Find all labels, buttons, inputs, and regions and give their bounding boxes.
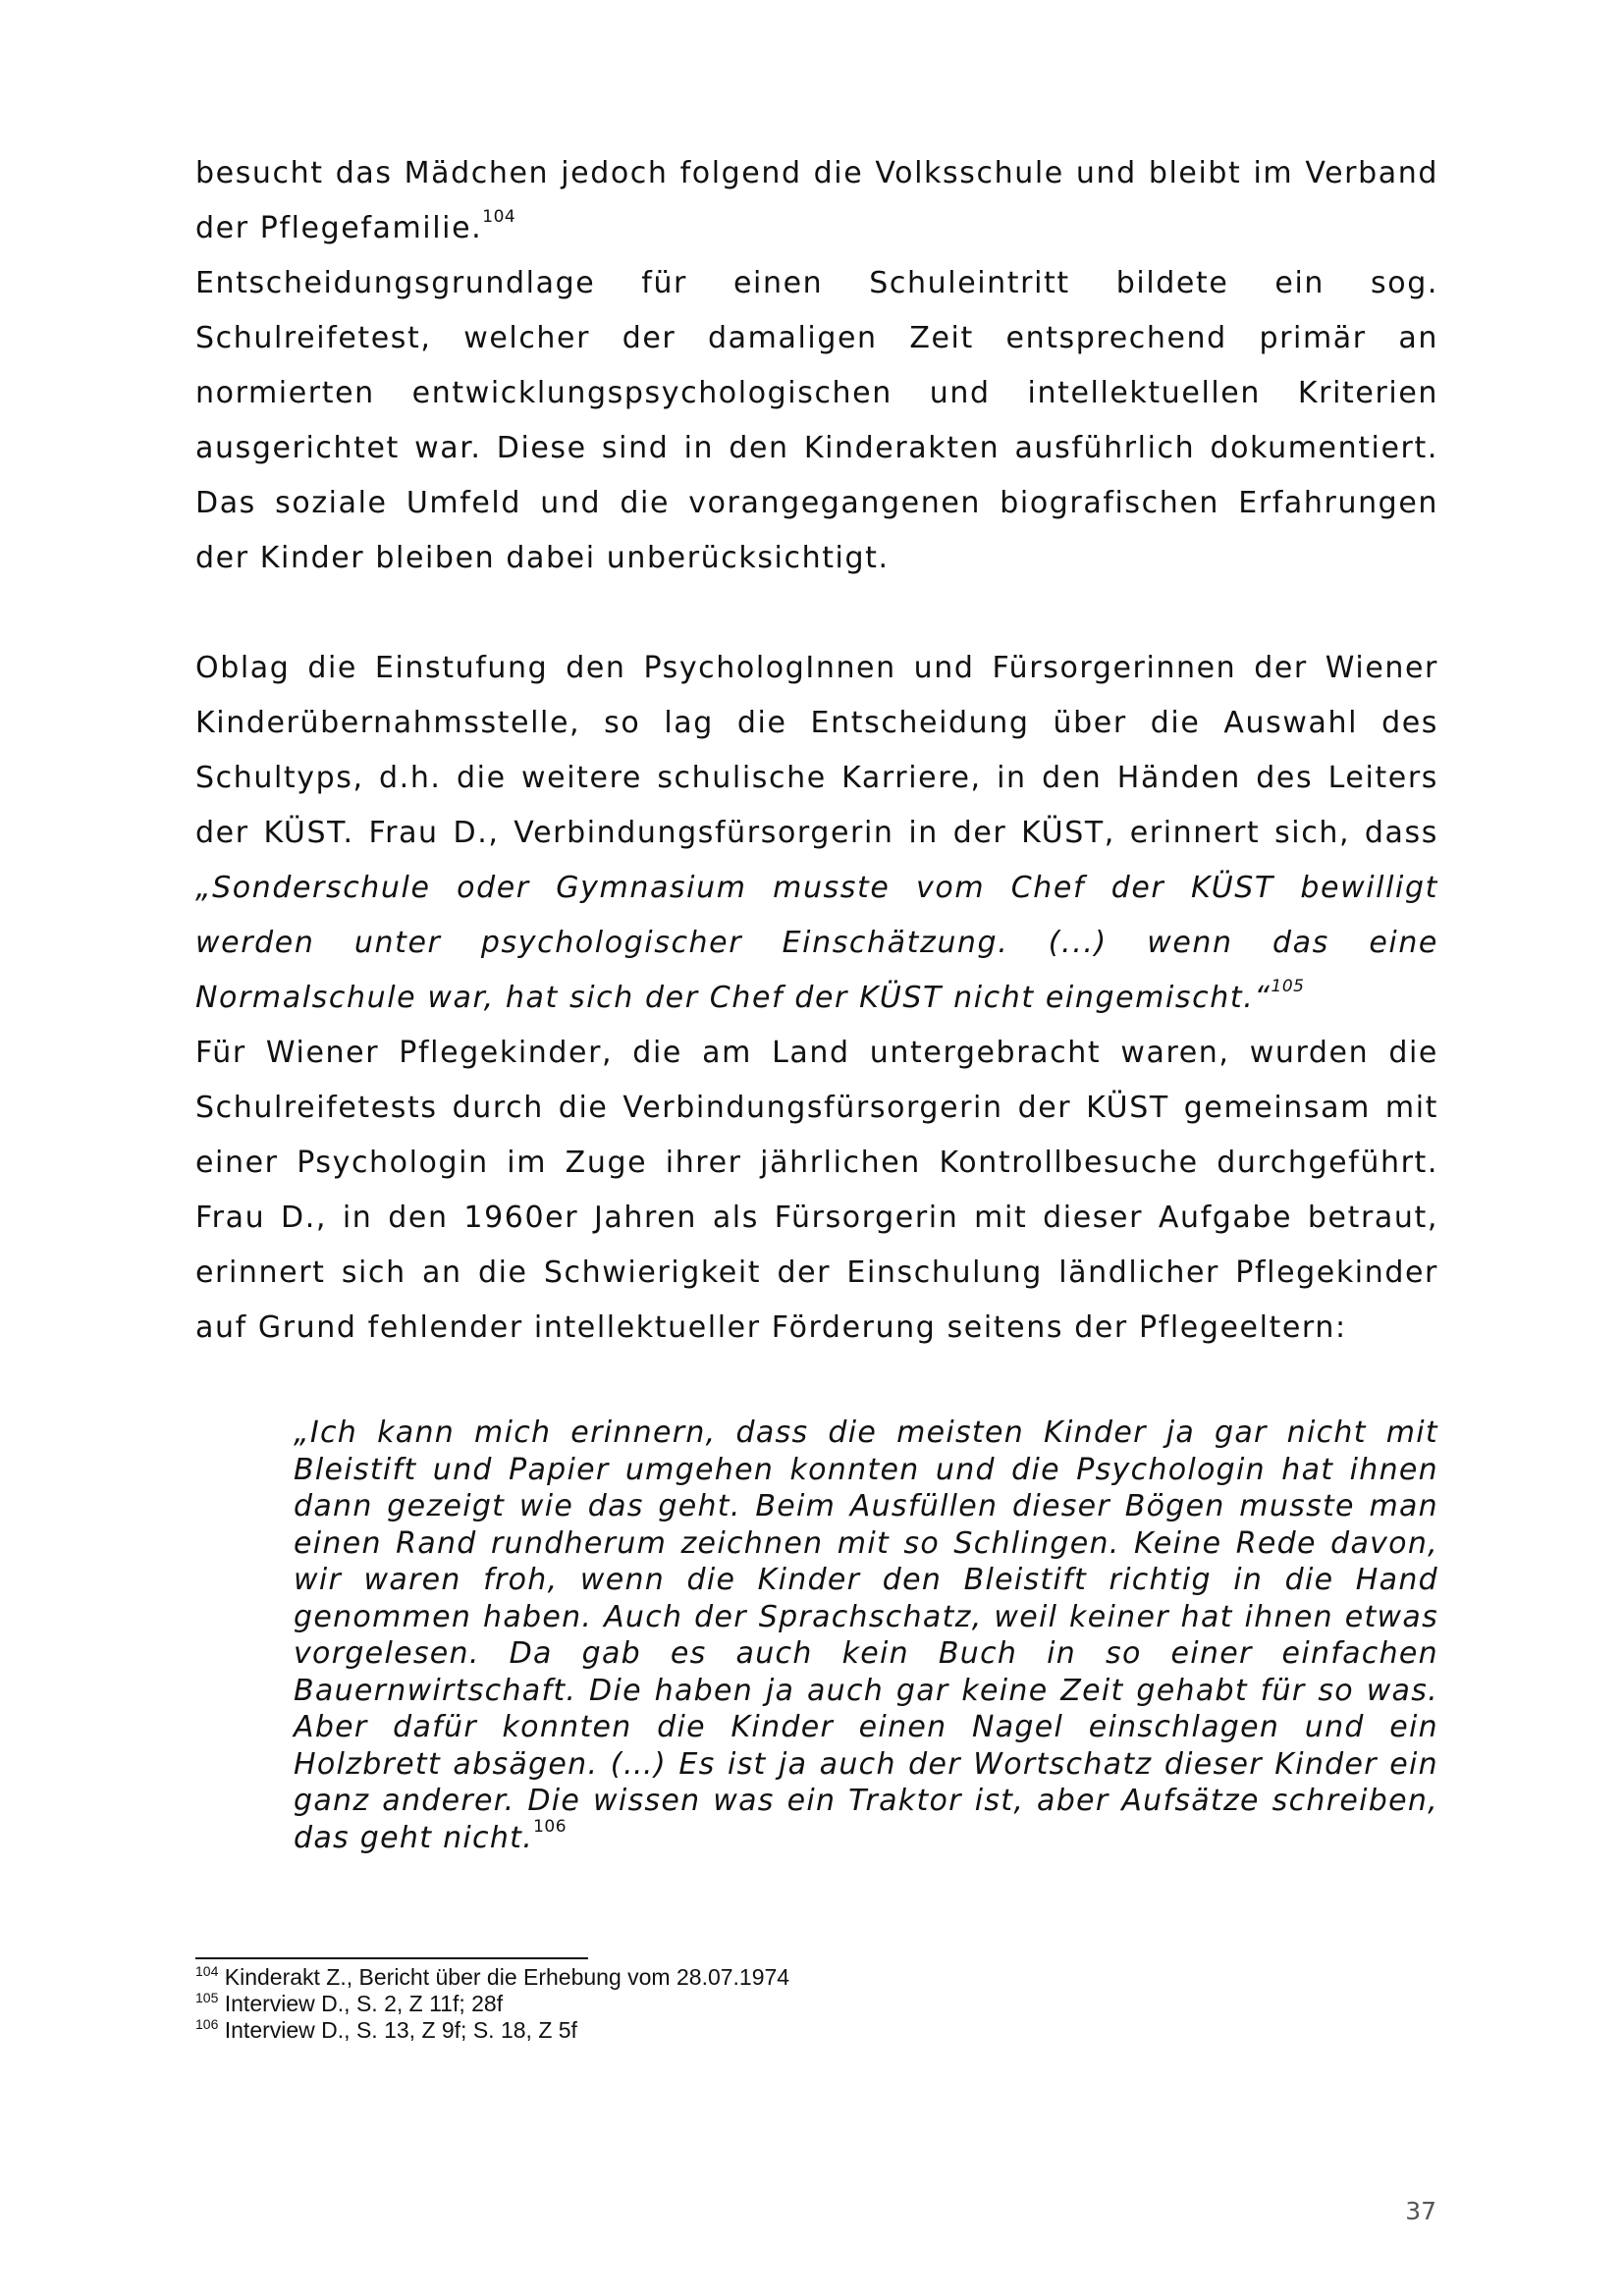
block-quote	[294, 1415, 1438, 1856]
footnotes	[195, 1964, 1374, 2044]
block-quote-text	[294, 1415, 1438, 1856]
footnote-number: 104	[195, 1963, 219, 1979]
page-number: 37	[1405, 2197, 1436, 2225]
paragraph-3	[195, 641, 1438, 1026]
paragraph-3-quote: „Sonderschule oder Gymnasium musste vom Chef der KÜST bewilligt werden unter psychologischer Einschätzung. (...) wenn das eine Normalschule war, hat sich der Chef der KÜST nicht eingemischt.“	[195, 871, 1438, 1015]
footnote-ref-106: 106	[533, 1816, 568, 1837]
footnote-number: 105	[195, 1990, 219, 2005]
footnote-text: Interview D., S. 2, Z 11f; 28f	[224, 1991, 504, 2016]
footnote-text: Interview D., S. 13, Z 9f; S. 18, Z 5f	[224, 2017, 577, 2043]
footnote-ref-104: 104	[482, 207, 516, 227]
footnote-106	[195, 2017, 1374, 2044]
footnote-text: Kinderakt Z., Bericht über die Erhebung vom 28.07.1974	[224, 1964, 790, 1990]
body-text-upper	[195, 146, 1438, 1356]
paragraph-4: Für Wiener Pflegekinder, die am Land untergebracht waren, wurden die Schulreifetests durch die Verbindungsfürsorgerin der KÜST gemeinsam mit einer Psychologin im Zuge ihrer jährlichen Kontrollbesuche durchgeführt. Frau D., in den 1960er Jahren als Fürsorgerin mit dieser Aufgabe betraut, erinnert sich an die Schwierigkeit der Einschulung ländlicher Pflegekinder auf Grund fehlender intellektueller Förderung seitens der Pflegeeltern:	[195, 1036, 1438, 1345]
footnote-105	[195, 1991, 1374, 2017]
paragraph-3-text: Oblag die Einstufung den PsychologInnen und Fürsorgerinnen der Wiener Kinderübernahmsstelle, so lag die Entscheidung über die Auswahl des Schultyps, d.h. die weitere schulische Karriere, in den Händen des Leiters der KÜST. Frau D., Verbindungsfürsorgerin in der KÜST, erinnert sich, dass	[195, 651, 1438, 850]
footnote-separator	[195, 1957, 588, 1959]
block-quote-body: „Ich kann mich erinnern, dass die meisten Kinder ja gar nicht mit Bleistift und Papier umgehen konnten und die Psychologin hat ihnen dann gezeigt wie das geht. Beim Ausfüllen dieser Bögen musste man einen Rand rundherum zeichnen mit so Schlingen. Keine Rede davon, wir waren froh, wenn die Kinder den Bleistift richtig in die Hand genommen haben. Auch der Sprachschatz, weil keiner hat ihnen etwas vorgelesen. Da gab es auch kein Buch in so einer einfachen Bauernwirtschaft. Die haben ja auch gar keine Zeit gehabt für so was. Aber dafür konnten die Kinder einen Nagel einschlagen und ein Holzbrett absägen. (…) Es ist ja auch der Wortschatz dieser Kinder ein ganz anderer. Die wissen was ein Traktor ist, aber Aufsätze schreiben, das geht nicht.	[294, 1415, 1438, 1855]
paragraph-2: Entscheidungsgrundlage für einen Schuleintritt bildete ein sog. Schulreifetest, welcher der damaligen Zeit entsprechend primär an normierten entwicklungspsychologischen und intellektuellen Kriterien ausgerichtet war. Diese sind in den Kinderakten ausführlich dokumentiert. Das soziale Umfeld und die vorangegangenen biografischen Erfahrungen der Kinder bleiben dabei unberücksichtigt.	[195, 266, 1438, 575]
footnote-104	[195, 1964, 1374, 1991]
footnote-number: 106	[195, 2016, 219, 2032]
paragraph-1-text: besucht das Mädchen jedoch folgend die Volksschule und bleibt im Verband der Pflegefamilie.	[195, 156, 1438, 245]
footnote-ref-105: 105	[1271, 977, 1305, 996]
paragraph-1	[195, 146, 1438, 256]
